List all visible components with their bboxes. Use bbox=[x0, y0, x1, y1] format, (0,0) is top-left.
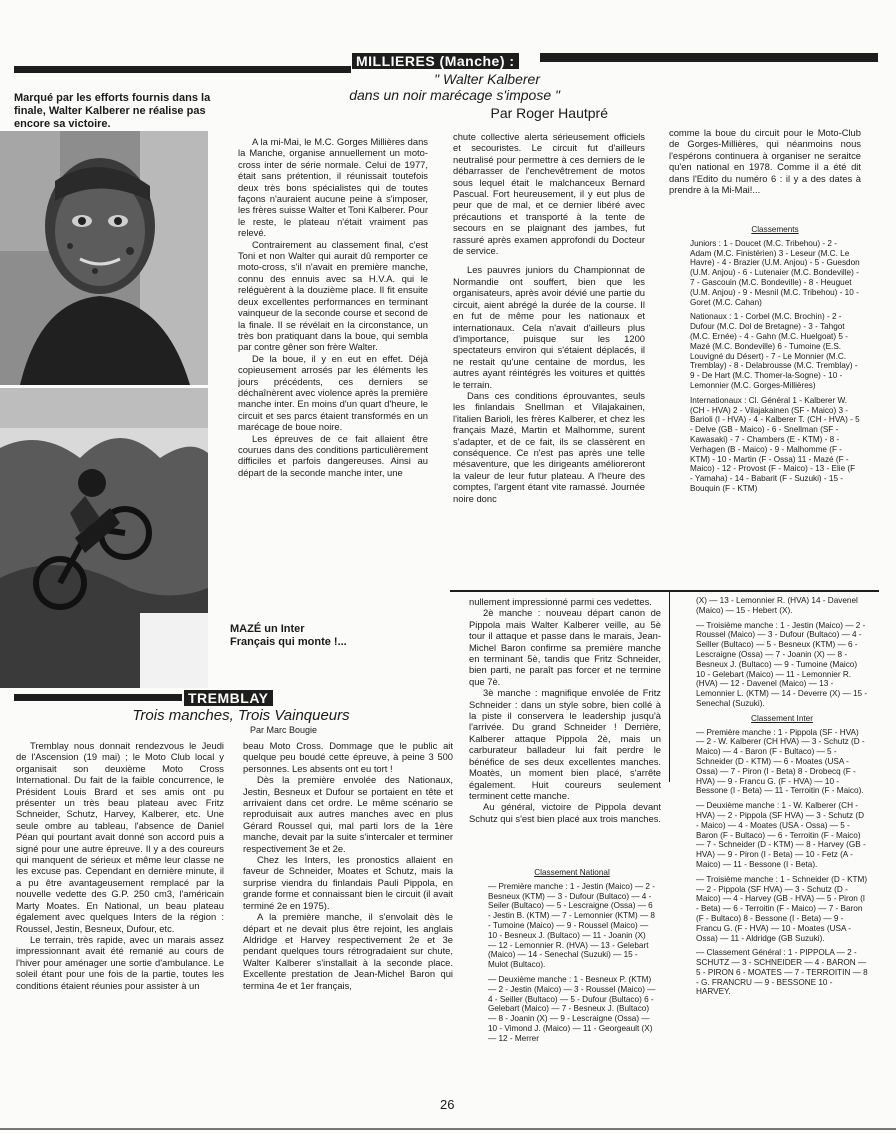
paragraph: Dès la première envolée des Nationaux, Jestin, Besneux et Dufour se portaient en tête et arrivaient dans cet ordre. Le même scénario se reproduisait aux autres manches avec en plus Gérard Roussel qui, mal parti lors de la 1ère manche, devait par la suite s'intercaler et terminer respectivement 3e et 2e. bbox=[243, 774, 453, 854]
result-block: — Troisième manche : 1 - Jestin (Maico) — 2 - Roussel (Maico) — 3 - Dufour (Bultaco) — 4 - Seiller (Bultaco) — 5 - Besneux (KTM) — 6 - Lescraigne (Ossa) — 7 - Joanin (X) — 8 - Besneux J. (Bultaco) — 9 - Tumoine (Maico) 10 - Gelebart (Maico) — 11 - Lemonnier R. (HVA) — 12 - Davenel (Maico) — 13 - Lemonnier L. (KTM) — 14 - Deverre (X) — 15 - Senechal (Suzuki). bbox=[696, 620, 868, 708]
classement-national bbox=[488, 866, 656, 1090]
page-number: 26 bbox=[440, 1097, 455, 1112]
rider-portrait-photo bbox=[0, 131, 208, 385]
paragraph: Contrairement au classement final, c'est Toni et non Walter qui aurait dû remporter ce moto-cross, s'il n'avait en première manche, connu des ennuis avec sa H.V.A. qui le reléguèrent à la douzième place. Il fit ensuite deux excellentes performances en terminant vainqueur de la seconde course et second de la finale. Il se révélait en la circonstance, un très bon pratiquant dans la boue, qui sembla par contre gêner son frère Walter. bbox=[238, 238, 428, 353]
top-rule bbox=[14, 66, 351, 73]
article1-subtitle-1: " Walter Kalberer bbox=[434, 71, 540, 87]
article1-column-1 bbox=[238, 136, 428, 572]
bottom-rule bbox=[0, 1128, 896, 1130]
paragraph: De la boue, il y en eut en effet. Déjà copieusement arrosés par les éléments les jours précédents, ces derniers se déchaînèrent avec violence après la première manche inter. En moins d'un quart d'heure, le circuit et ses parcs étaient transformés en un marécage de boue noire. bbox=[238, 352, 428, 433]
paragraph: Les pauvres juniors du Championnat de Normandie ont souffert, bien que les organisateurs, après avoir dévié une partie du circuit, aient abrégé la durée de la course. Il en fut de même pour les nationaux et internationaux. Cela n'avait d'ailleurs plus d'importance, puisque sur les 1200 spectateurs environ qui s'étaient déplacés, il ne restait qu'une centaine de mordus, les autres ayant réintégrés les voitures et quittés le terrain. bbox=[453, 264, 645, 390]
paragraph: A la première manche, il s'envolait dès le départ et ne devait plus être rejoint, les anglais Aldridge et Harvey respectivement 2e et 3e pendant quelques tours rétrogradaient sur chute, Walter Kalberer s'installait à la seconde place. Excellente prestation de Jean-Michel Baron qui termina 4e et 1er français, bbox=[243, 911, 453, 991]
result-block: — Première manche : 1 - Jestin (Maico) — 2 - Besneux (KTM) — 3 - Dufour (Bultaco) — 4 - Seiler (Bultaco) — 5 - Lescraigne (Ossa) — 6 - Jestin B. (KTM) — 7 - Lemonnier (KTM) — 8 - Tumoine (Maico) — 9 - Roussel (Maico) — 10 - Besneux J. (Bultaco) — 11 - Joanin (X) — 12 - Lemonnier R. (HVA) — 13 - Gelebart (Maico) — 14 - Senechal (Suzuki) — 15 - Mulot (Bultaco). bbox=[488, 881, 655, 970]
result-block: Juniors : 1 - Doucet (M.C. Tribehou) - 2 - Adam (M.C. Finistérien) 3 - Leseur (M.C. Le Havre) - 4 - Brazier (U.M. Anjou) - 5 - Guesdon (U.M. Anjou) - 6 - Lutenaier (M.C. Bondeville) - 7 - Gascouin (M.C. Bondeville) - 8 - Heuguet (U.M. Anjou) - 9 - Mesnil (M.C. Tribehou) - 10 - Goret (M.C. Cahan) bbox=[690, 238, 860, 307]
result-block: — Première manche : 1 - Pippola (SF - HVA) — 2 - W. Kalberer (CH HVA) — 3 - Schutz (D - Maico) — 4 - Baron (F - Bultaco) — 5 - Schneider (D - KTM) — 6 - Moates (USA - Ossa) — 7 - Piron (I - Beta) 8 - Drobecq (F - HVA) — 9 - Francu G. (F - HVA) — 10 - Bessone (I - Beta) — 11 - Terroitin (F - Maico). bbox=[696, 727, 865, 796]
paragraph: Au général, victoire de Pippola devant Schutz qui s'est bien placé aux trois manches. bbox=[469, 801, 661, 824]
article2-subtitle: Trois manches, Trois Vainqueurs bbox=[132, 707, 350, 724]
result-block: — Troisième manche : 1 - Schneider (D - KTM) — 2 - Pippola (SF HVA) — 3 - Schutz (D - Maico) — 4 - Harvey (GB - HVA) — 5 - Piron (I - Beta) — 6 - Terroitin (F - Maico) — 7 - Baron (F - Bultaco) 8 - Bessone (I - Beta) — 9 - Francu G. (F - HVA) — 10 - Moates (USA - Ossa) — 11 - Aldridge (GB Suzuki). bbox=[696, 874, 868, 943]
national-title: Classement National bbox=[534, 868, 610, 877]
paragraph: beau Moto Cross. Dommage que le public ait quelque peu boudé cette épreuve, à peine 3 500 personnes. Les absents ont eu tort ! bbox=[243, 740, 453, 774]
article1-column-2 bbox=[453, 131, 645, 571]
top-rule-right bbox=[540, 53, 878, 62]
column-divider bbox=[669, 592, 670, 782]
result-block: — Deuxième manche : 1 - W. Kalberer (CH - HVA) — 2 - Pippola (SF HVA) — 3 - Schutz (D - Maico) — 4 - Moates (USA - Ossa) — 5 - Baron (F - Bultaco) — 6 - Terroitin (F - Maico) — 7 - Schneider (D - KTM) — 8 - Harvey (GB - HVA) — 9 - Piron (I - Beta) — 10 - Fetz (A - Maico) — 11 - Bessone (I - Beta). bbox=[696, 801, 866, 869]
result-block: Internationaux : Cl. Général 1 - Kalberer W. (CH - HVA) 2 - Vilajakainen (SF - Maico) 3 - Barioli (I - HVA) - 4 - Kalberer T. (CH - HVA) - 5 - Delve (GB - Maico) - 6 - Snellman (SF - Kawasaki) - 7 - Chambers (E - KTM) - 8 - Verhagen (B - Maico) - 9 - Malhomme (F - KTM) - 10 - Martin (F - Ossa) 11 - Mazé (F - Maico) - 12 - Provost (F - Maico) - 13 - Elie (F - Yamaha) - 14 - Babarit (F - Suzuki) - 15 - Bouquin (F - KTM) bbox=[690, 395, 860, 493]
paragraph: Dans ces conditions éprouvantes, seuls les finlandais Snellman et Vilajakainen, l'italien Barioli, les frères Kalberer, et chez les français Mazé, Martin et Malhomme, surent s'adapter, et de ce fait, ils se classèrent en conséquence. Ce n'est pas après une telle mésaventure, que les dirigeants amélioreront la valeur de leur futur plateau. A l'heure des comptes, l'argent étant vite ramassé. Journée noire donc bbox=[453, 389, 645, 504]
article1-byline: Par Roger Hautpré bbox=[490, 105, 608, 121]
paragraph: 3è manche : magnifique envolée de Fritz Schneider : dans un style sobre, bien collé à la piste il conservera le leadership jusqu'à l'arrivée. Du grand Schneider ! Derrière, Kalberer attaque Pippola 2è, mais un carburateur balladeur lui fait perdre le bénéfice de ses deux excellentes manches. Moatès, un moment bien placé, s'arrête également. Huit coureurs seulement terminent cette manche. bbox=[469, 687, 661, 801]
paragraph: Les épreuves de ce fait allaient être courues dans des conditions particulièrement difficiles et parfois dangereuses. Ainsi au départ de la seconde manche inter, une bbox=[238, 432, 428, 478]
paragraph: Tremblay nous donnait rendezvous le Jeudi de l'Ascension (19 mai) ; le Moto Club local y organisait son deuxième Moto Cross International. Du fait de la faible concurrence, le Président Louis Brard et ses amis ont pu présenter un très beau plateau avec Fritz Schneider, Schutz, Harvey, Kalberer, etc. Une seule ombre au tableau, l'absence de Daniel Péan qui pourtant avait donné son accord puis a signé pour une autre épreuve. Il y a des coureurs qui manquent de sérieux et même leur classe ne les excuse pas. Cependant en dernière minute, il a pu être avantageusement remplacé par la nouvelle vedette des G.P. 250 cm3, l'américain Marty Moates. En National, un beau plateau également avec quelques Inters de la région : Roussel, Jestin, Besneux, Dufour, etc. bbox=[16, 740, 224, 934]
article2-title: TREMBLAY bbox=[184, 690, 273, 706]
paragraph: 2è manche : nouveau départ canon de Pippola mais Walter Kalberer veille, au 5è tour il attaque et passe dans le marais, Jean-Michel Baron confirme sa première manche en terminant 5è, tandis que Fritz Schneider, bien parti, ne paraît pas forcer et ne termine que 7è. bbox=[469, 607, 661, 687]
section-divider-right bbox=[450, 590, 879, 592]
paragraph: chute collective alerta sérieusement officiels et secouristes. Le circuit fut d'ailleurs neutralisé pour permettre à ces derniers de le débarrasser de l'enchevêtrement de motos sous lequel était le malchanceux Bernard Pascual. Fort heureusement, il y eut plus de peur que de mal, et ce dernier libéré avec précautions et transporté à la tente de secours en se plaignant des jambes, fut rassuré après examen approfondi du Docteur de service. bbox=[453, 131, 645, 257]
paragraph: nullement impressionné parmi ces vedettes. bbox=[469, 596, 652, 607]
article1-column-3 bbox=[669, 127, 861, 221]
article2-column-1 bbox=[16, 740, 224, 1090]
inter-title: Classement Inter bbox=[751, 713, 813, 723]
photo2-caption-line1: MAZÉ un Inter bbox=[230, 623, 305, 635]
paragraph: Chez les Inters, les pronostics allaient en faveur de Schneider, Moates et Schutz, mais la surprise viendra du finlandais Pauli Pippola, en grande forme et connaissant bien le circuit (il avait terminé 2e en 1975). bbox=[243, 854, 453, 911]
result-block: — Deuxième manche : 1 - Besneux P. (KTM) — 2 - Jestin (Maico) — 3 - Roussel (Maico) — 4 - Seiller (Bultaco) — 5 - Dufour (Bultaco) 6 - Gelebart (Maico) — 7 - Besneux J. (Bultaco) — 8 - Joanin (X) — 9 - Lescraigne (Ossa) — 10 - Vimond J. (Maico) — 11 - Georgeault (X) — 12 - Merrer bbox=[488, 974, 656, 1043]
result-block: (X) — 13 - Lemonnier R. (HVA) 14 - Davenel (Maico) — 15 - Hebert (X). bbox=[696, 596, 858, 615]
paragraph: Le terrain, très rapide, avec un marais assez impressionnant avait été remanié au cours de l'hiver pour aménager une sortie d'ambulance. Le soleil étant pour une fois de la partie, toutes les conditions étaient réunies pour assister à un bbox=[16, 933, 224, 991]
article2-byline: Par Marc Bougie bbox=[250, 725, 318, 735]
paragraph: A la mi-Mai, le M.C. Gorges Millières dans la Manche, organise annuellement un moto-cross inter de série normale. Celui de 1977, était sans prétention, il réunissait toutefois deux très bons spécialistes qui de toutes façons n'auraient aucune peine à s'imposer, les frères suisse Walter et Toni Kalberer. Pour le reste, le plateau n'était vraiment pas relevé. bbox=[238, 136, 428, 239]
classements-tremblay bbox=[696, 596, 868, 1092]
photo-caption: Marqué par les efforts fournis dans la finale, Walter Kalberer ne réalise pas encore sa victoire. bbox=[14, 92, 211, 130]
tremblay-rule-left bbox=[14, 694, 182, 701]
result-block: Nationaux : 1 - Corbel (M.C. Brochin) - 2 - Dufour (M.C. Dol de Bretagne) - 3 - Tahgot (M.C. Ernée) - 4 - Gahn (M.C. Huelgoat) 5 - Mazé (M.C. Bondeville) 6 - Tumoine (E.S. Louvigné du Désert) - 7 - Le Monnier (M.C. Tremblay) - 8 - Delabrousse (M.C. Tremblay) - 9 - De Hart (M.C. Thomer-la-Sogne) - 10 - Lemonnier (M.C. Gorges-Millières) bbox=[690, 312, 858, 390]
jumping-motocross-photo bbox=[0, 388, 208, 688]
result-block: — Classement Général : 1 - PIPPOLA — 2 - SCHUTZ — 3 - SCHNEIDER — 4 - BARON — 5 - PIRON 6 - MOATES — 7 - TERROITIN — 8 - G. FRANCRU — 9 - BESSONE 10 - HARVEY. bbox=[696, 948, 868, 997]
article2-column-3 bbox=[469, 596, 661, 866]
article2-column-2 bbox=[243, 740, 453, 1090]
classements-title: Classements bbox=[751, 225, 799, 234]
classements-millieres bbox=[690, 223, 860, 588]
article1-subtitle-2: dans un noir marécage s'impose " bbox=[349, 87, 560, 103]
article1-title: MILLIERES (Manche) : bbox=[352, 53, 519, 69]
photo2-caption-line2: Français qui monte !... bbox=[230, 636, 347, 648]
paragraph: comme la boue du circuit pour le Moto-Club de Gorges-Millières, qui néanmoins nous l'espérons continuera à organiser ne seraitce qu'en national en 1978. Comme il a été dit dans l'Edito du numéro 6 : il y a des dates à prendre à la Mi-Mai!... bbox=[669, 127, 861, 196]
